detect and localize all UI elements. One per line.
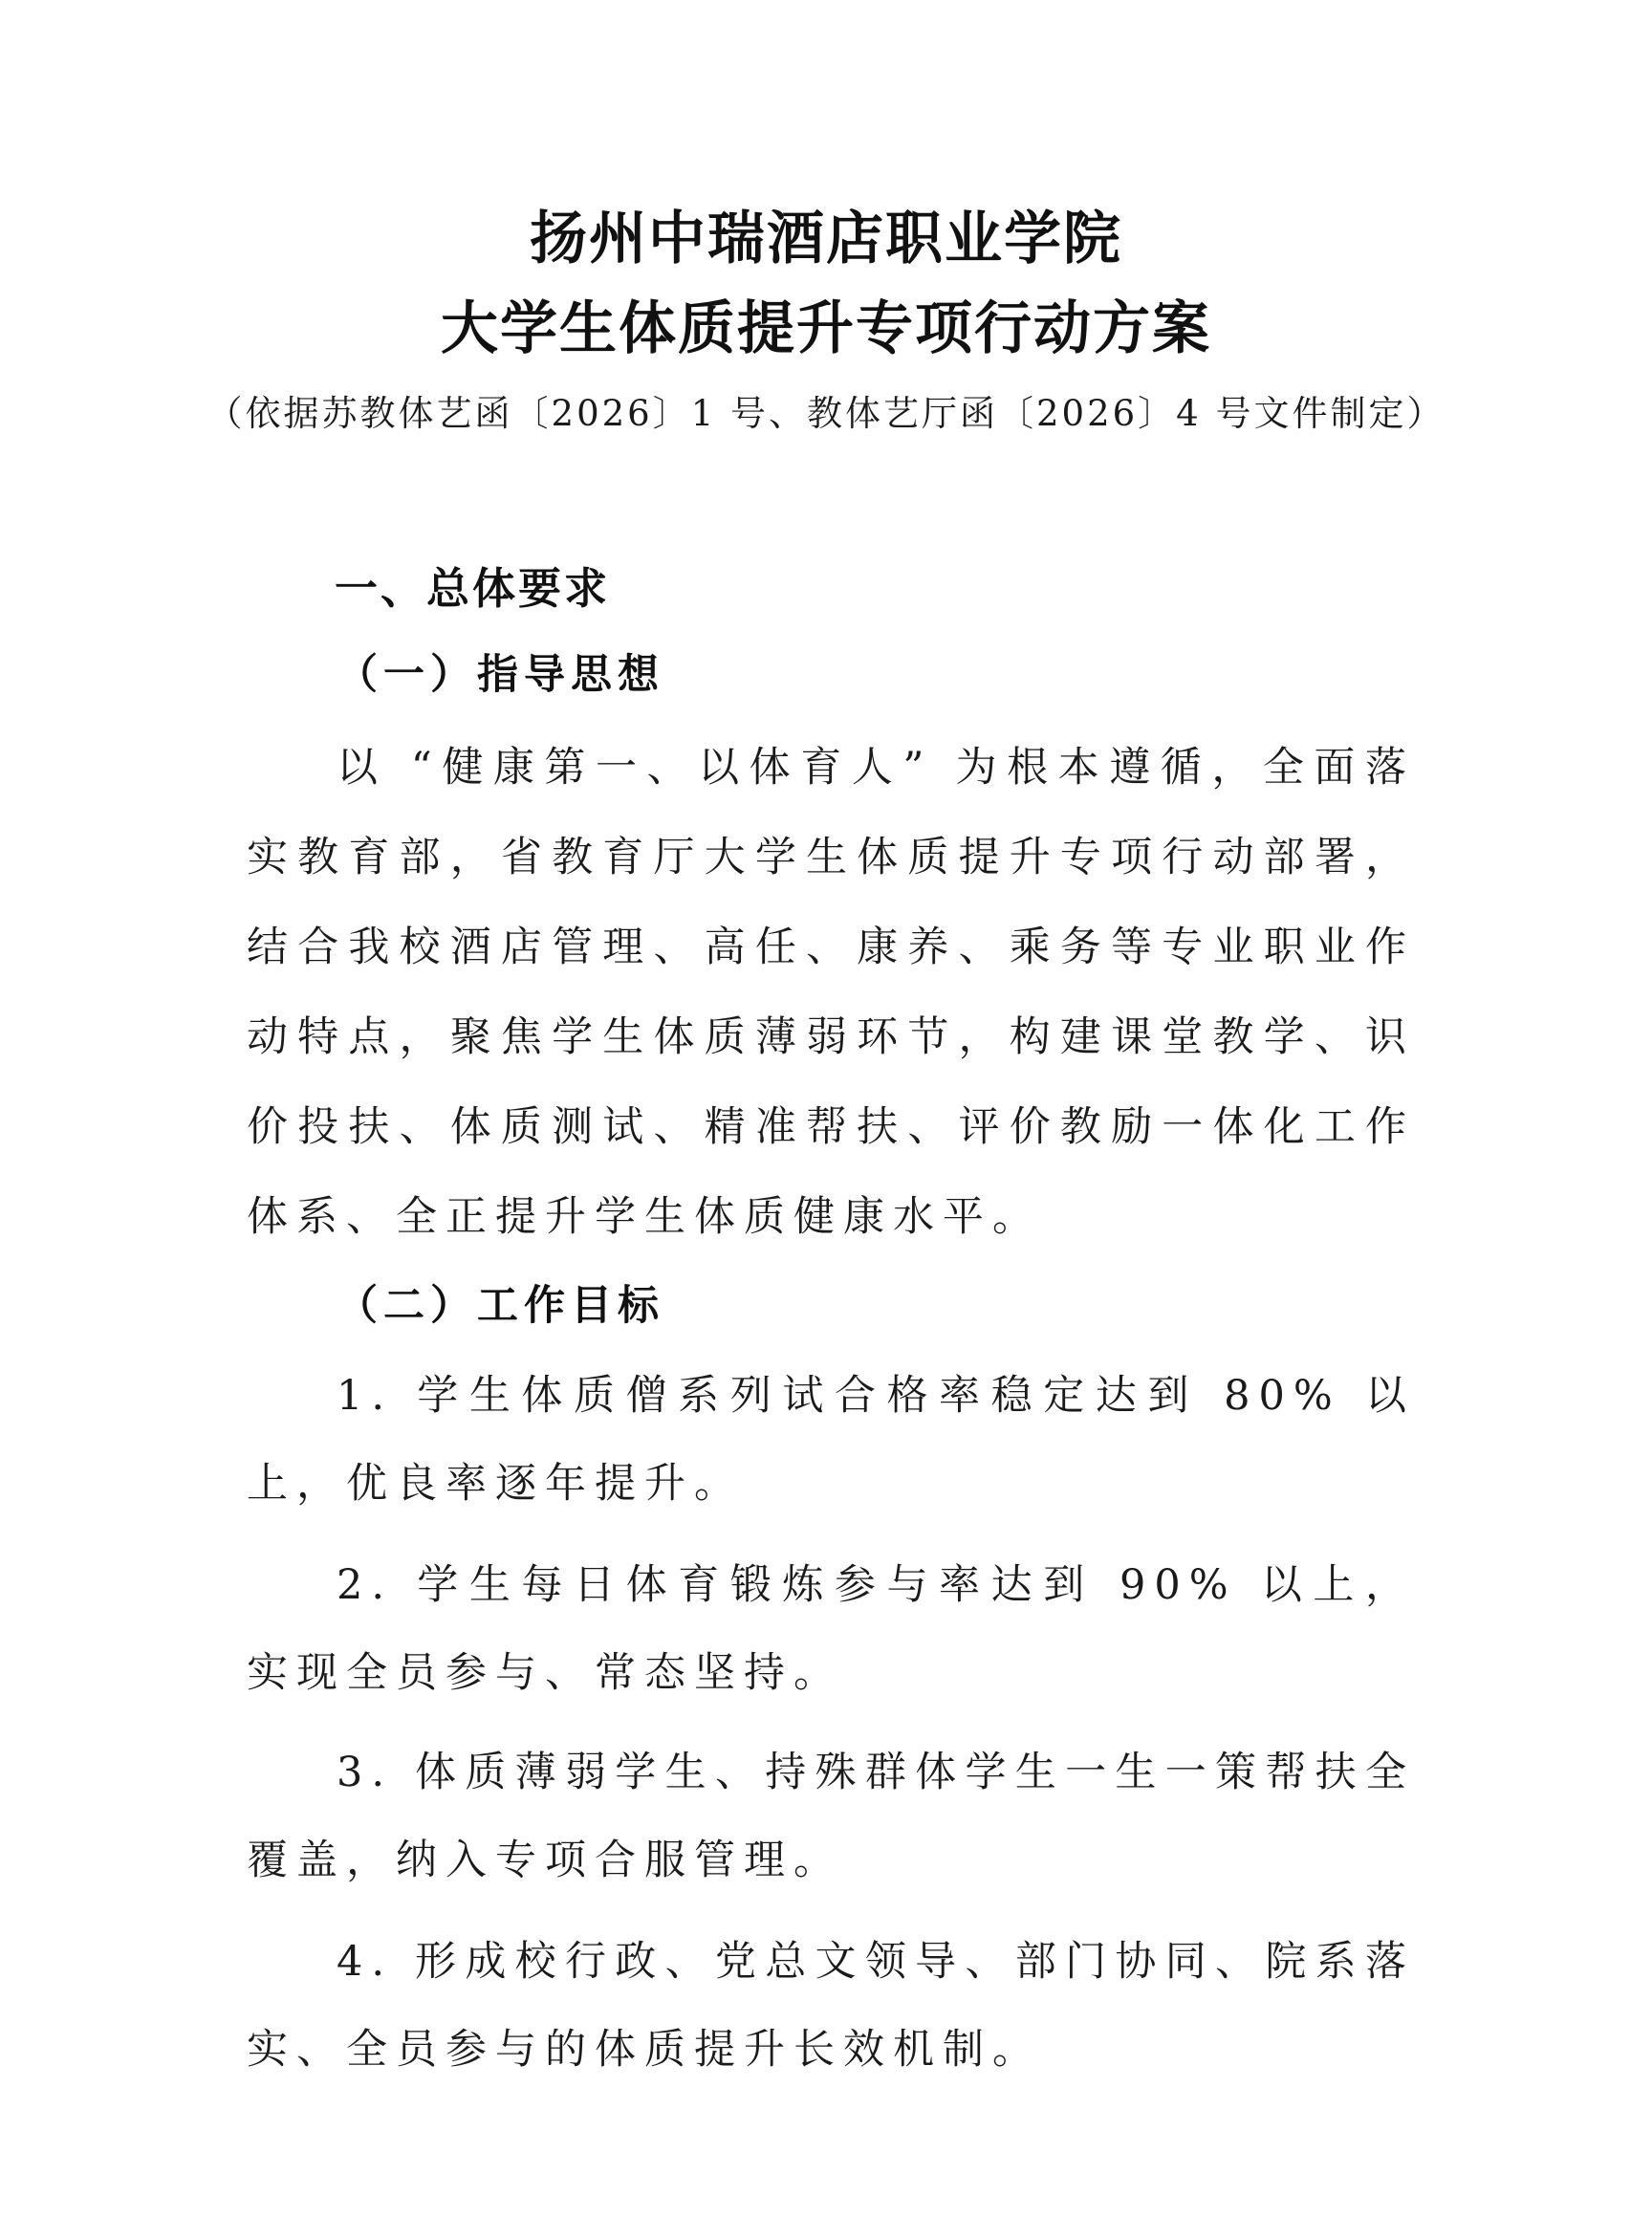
guiding-ideology-paragraph: 以 “健康第一、以体育人” 为根本遵循，全面落实教育部，省教育厅大学生体质提升专项行动部署，结合我校酒店管理、高任、康养、乘务等专业职业作动特点，聚焦学生体质薄弱环节，构建课堂教学、识价投扶、体质测试、精准帮扶、评价教励一体化工作体系、全正提升学生体质健康水平。 (247, 744, 1415, 1241)
subsection-heading-guiding-ideology: （一）指导思想 (337, 651, 664, 699)
document-title-line1: 扬州中瑞酒店职业学院 (530, 206, 1122, 272)
subsection-heading-work-goals: （二）工作目标 (337, 1282, 664, 1330)
goal-item-3: 3. 体质薄弱学生、持殊群体学生一生一策帮扶全覆盖，纳入专项合服管理。 (247, 1749, 1415, 1884)
goal-item-2: 2. 学生每日体育锻炼参与率达到 90% 以上，实现全员参与、常态坚持。 (247, 1561, 1415, 1697)
goal-item-4: 4. 形成校行政、党总文领导、部门协同、院系落实、全员参与的体质提升长效机制。 (247, 1938, 1415, 2074)
document-basis-note: （依据苏教体艺函〔2026〕1 号、教体艺厅函〔2026〕4 号文件制定） (206, 393, 1446, 434)
section-heading-general-requirements: 一、总体要求 (335, 563, 611, 614)
document-title-line2: 大学生体质提升专项行动方案 (441, 295, 1211, 362)
goal-item-1: 1. 学生体质僧系列试合格率稳定达到 80% 以上，优良率逐年提升。 (247, 1372, 1415, 1508)
